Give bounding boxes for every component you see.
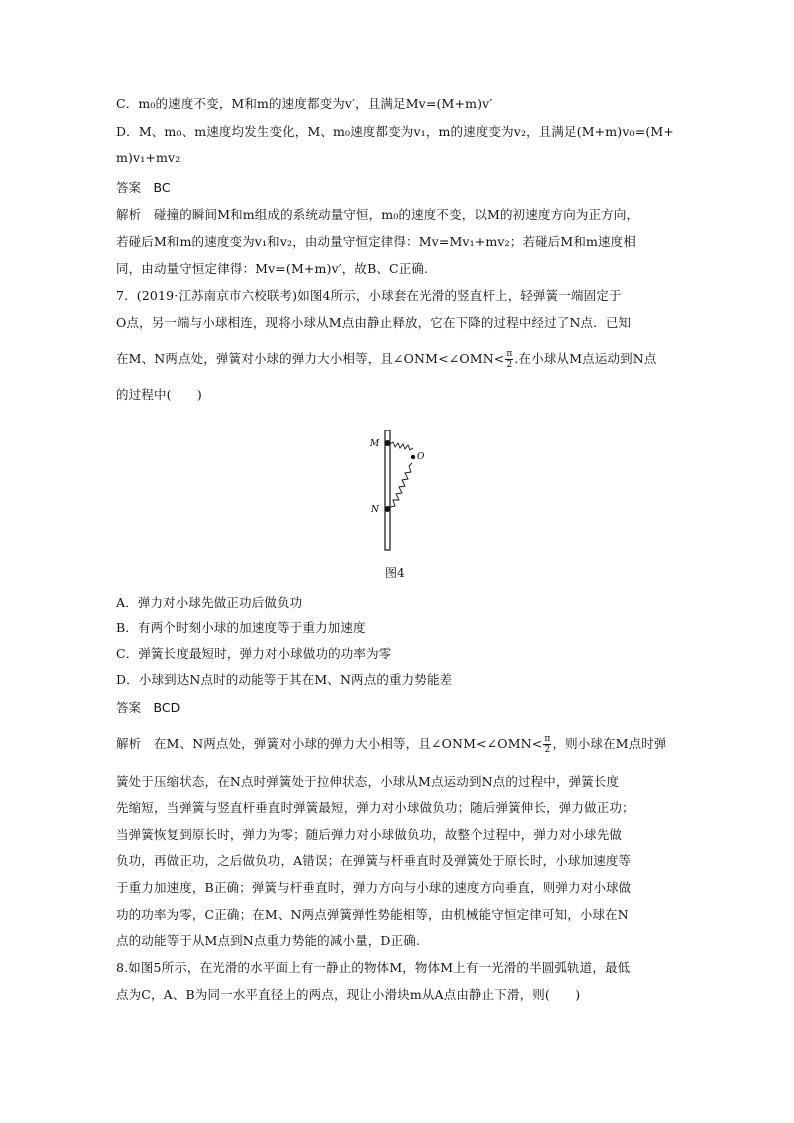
- vertical-rod: [385, 430, 390, 550]
- point-o: [411, 455, 415, 459]
- option-a: A．弹力对小球先做正功后做负功: [116, 595, 303, 610]
- analysis-7-line1: [116, 734, 667, 755]
- option-c: C．弹簧长度最短时，弹力对小球做功的功率为零: [116, 646, 392, 661]
- label-n: N: [371, 505, 379, 515]
- question-7-line3: [116, 349, 657, 370]
- fraction-denominator: 2: [506, 359, 513, 370]
- label-o: O: [417, 452, 425, 462]
- answer-6: 答案 BC: [116, 180, 171, 195]
- fraction-numerator: π: [506, 348, 513, 359]
- fraction-denominator: 2: [544, 744, 551, 755]
- question-7-line4: 的过程中( ): [116, 387, 202, 402]
- a7-line1-text-b: ，则小球在M点时弹: [552, 736, 667, 751]
- analysis-7-line6: 于重力加速度，B正确；弹簧与杆垂直时，弹力方向与小球的速度方向垂直，则弹力对小球做: [116, 880, 632, 895]
- option-d-prev-cont: m)v₁+mv₂: [116, 150, 181, 165]
- analysis-7-line5: 负功，再做正功，之后做负功，A错误；在弹簧与杆垂直时及弹簧处于原长时，小球加速度等: [116, 853, 632, 868]
- analysis-7-line3: 先缩短，当弹簧与竖直杆垂直时弹簧最短，弹力对小球做负功；随后弹簧伸长，弹力做正功；: [116, 800, 635, 815]
- a7-line1-text-a: 解析 在M、N两点处，弹簧对小球的弹力大小相等，且∠ONM<∠OMN<: [116, 736, 543, 751]
- spring-on: [390, 463, 412, 507]
- question-8-line2: 点为C，A、B为同一水平直径上的两点，现让小滑块m从A点由静止下滑，则( ): [116, 987, 581, 1002]
- option-b: B．有两个时刻小球的加速度等于重力加速度: [116, 620, 366, 635]
- question-8-line1: 8.如图5所示，在光滑的水平面上有一静止的物体M，物体M上有一光滑的半圆弧轨道，最低: [116, 960, 631, 975]
- question-7-line1: 7．(2019·江苏南京市六校联考)如图4所示，小球套在光滑的竖直杆上，轻弹簧一端固定于: [116, 288, 622, 303]
- ball-n: [385, 506, 391, 512]
- answer-7: 答案 BCD: [116, 700, 181, 715]
- analysis-7-line4: 当弹簧恢复到原长时，弹力为零；随后弹力对小球做负功，故整个过程中，弹力对小球先做: [116, 827, 623, 842]
- analysis-6-line2: 若碰后M和m的速度变为v₁和v₂，由动量守恒定律得：Mv=Mv₁+mv₂；若碰后M和m速度相: [116, 234, 636, 249]
- analysis-7-line2: 簧处于压缩状态，在N点时弹簧处于拉伸状态，小球从M点运动到N点的过程中，弹簧长度: [116, 774, 620, 789]
- analysis-7-line7: 功的功率为零，C正确；在M、N两点弹簧弹性势能相等，由机械能守恒定律可知，小球在N: [116, 907, 629, 922]
- q7-line3-text-a: 在M、N两点处，弹簧对小球的弹力大小相等，且∠ONM<∠OMN<: [116, 351, 505, 366]
- option-d: D．小球到达N点时的动能等于其在M、N两点的重力势能差: [116, 672, 453, 687]
- q7-line3-text-b: .在小球从M点运动到N点: [514, 351, 657, 366]
- pi-over-2-fraction-2: [543, 735, 551, 755]
- option-c-prev: C．m₀的速度不变，M和m的速度都变为v′，且满足Mv=(M+m)v′: [116, 96, 493, 111]
- analysis-6-line3: 同，由动量守恒定律得：Mv=(M+m)v′，故B、C正确.: [116, 261, 429, 276]
- pi-over-2-fraction: [505, 350, 513, 370]
- analysis-6-line1: 解析 碰撞的瞬间M和m组成的系统动量守恒，m₀的速度不变，以M的初速度方向为正方向，: [116, 207, 640, 222]
- option-d-prev: D．M、m₀、m速度均发生变化，M、m₀速度都变为v₁，m的速度变为v₂，且满足(M+m)v₀=(M+: [116, 124, 674, 139]
- label-m: M: [370, 439, 380, 449]
- question-7-line2: O点，另一端与小球相连，现将小球从M点由静止释放，它在下降的过程中经过了N点．已知: [116, 315, 632, 330]
- analysis-7-line8: 点的动能等于从M点到N点重力势能的减小量，D正确.: [116, 933, 420, 948]
- figure-4-diagram: [362, 430, 432, 555]
- figure-caption: 图4: [385, 566, 405, 580]
- spring-om: [390, 442, 413, 450]
- fraction-numerator: π: [544, 733, 551, 744]
- ball-m: [385, 440, 391, 446]
